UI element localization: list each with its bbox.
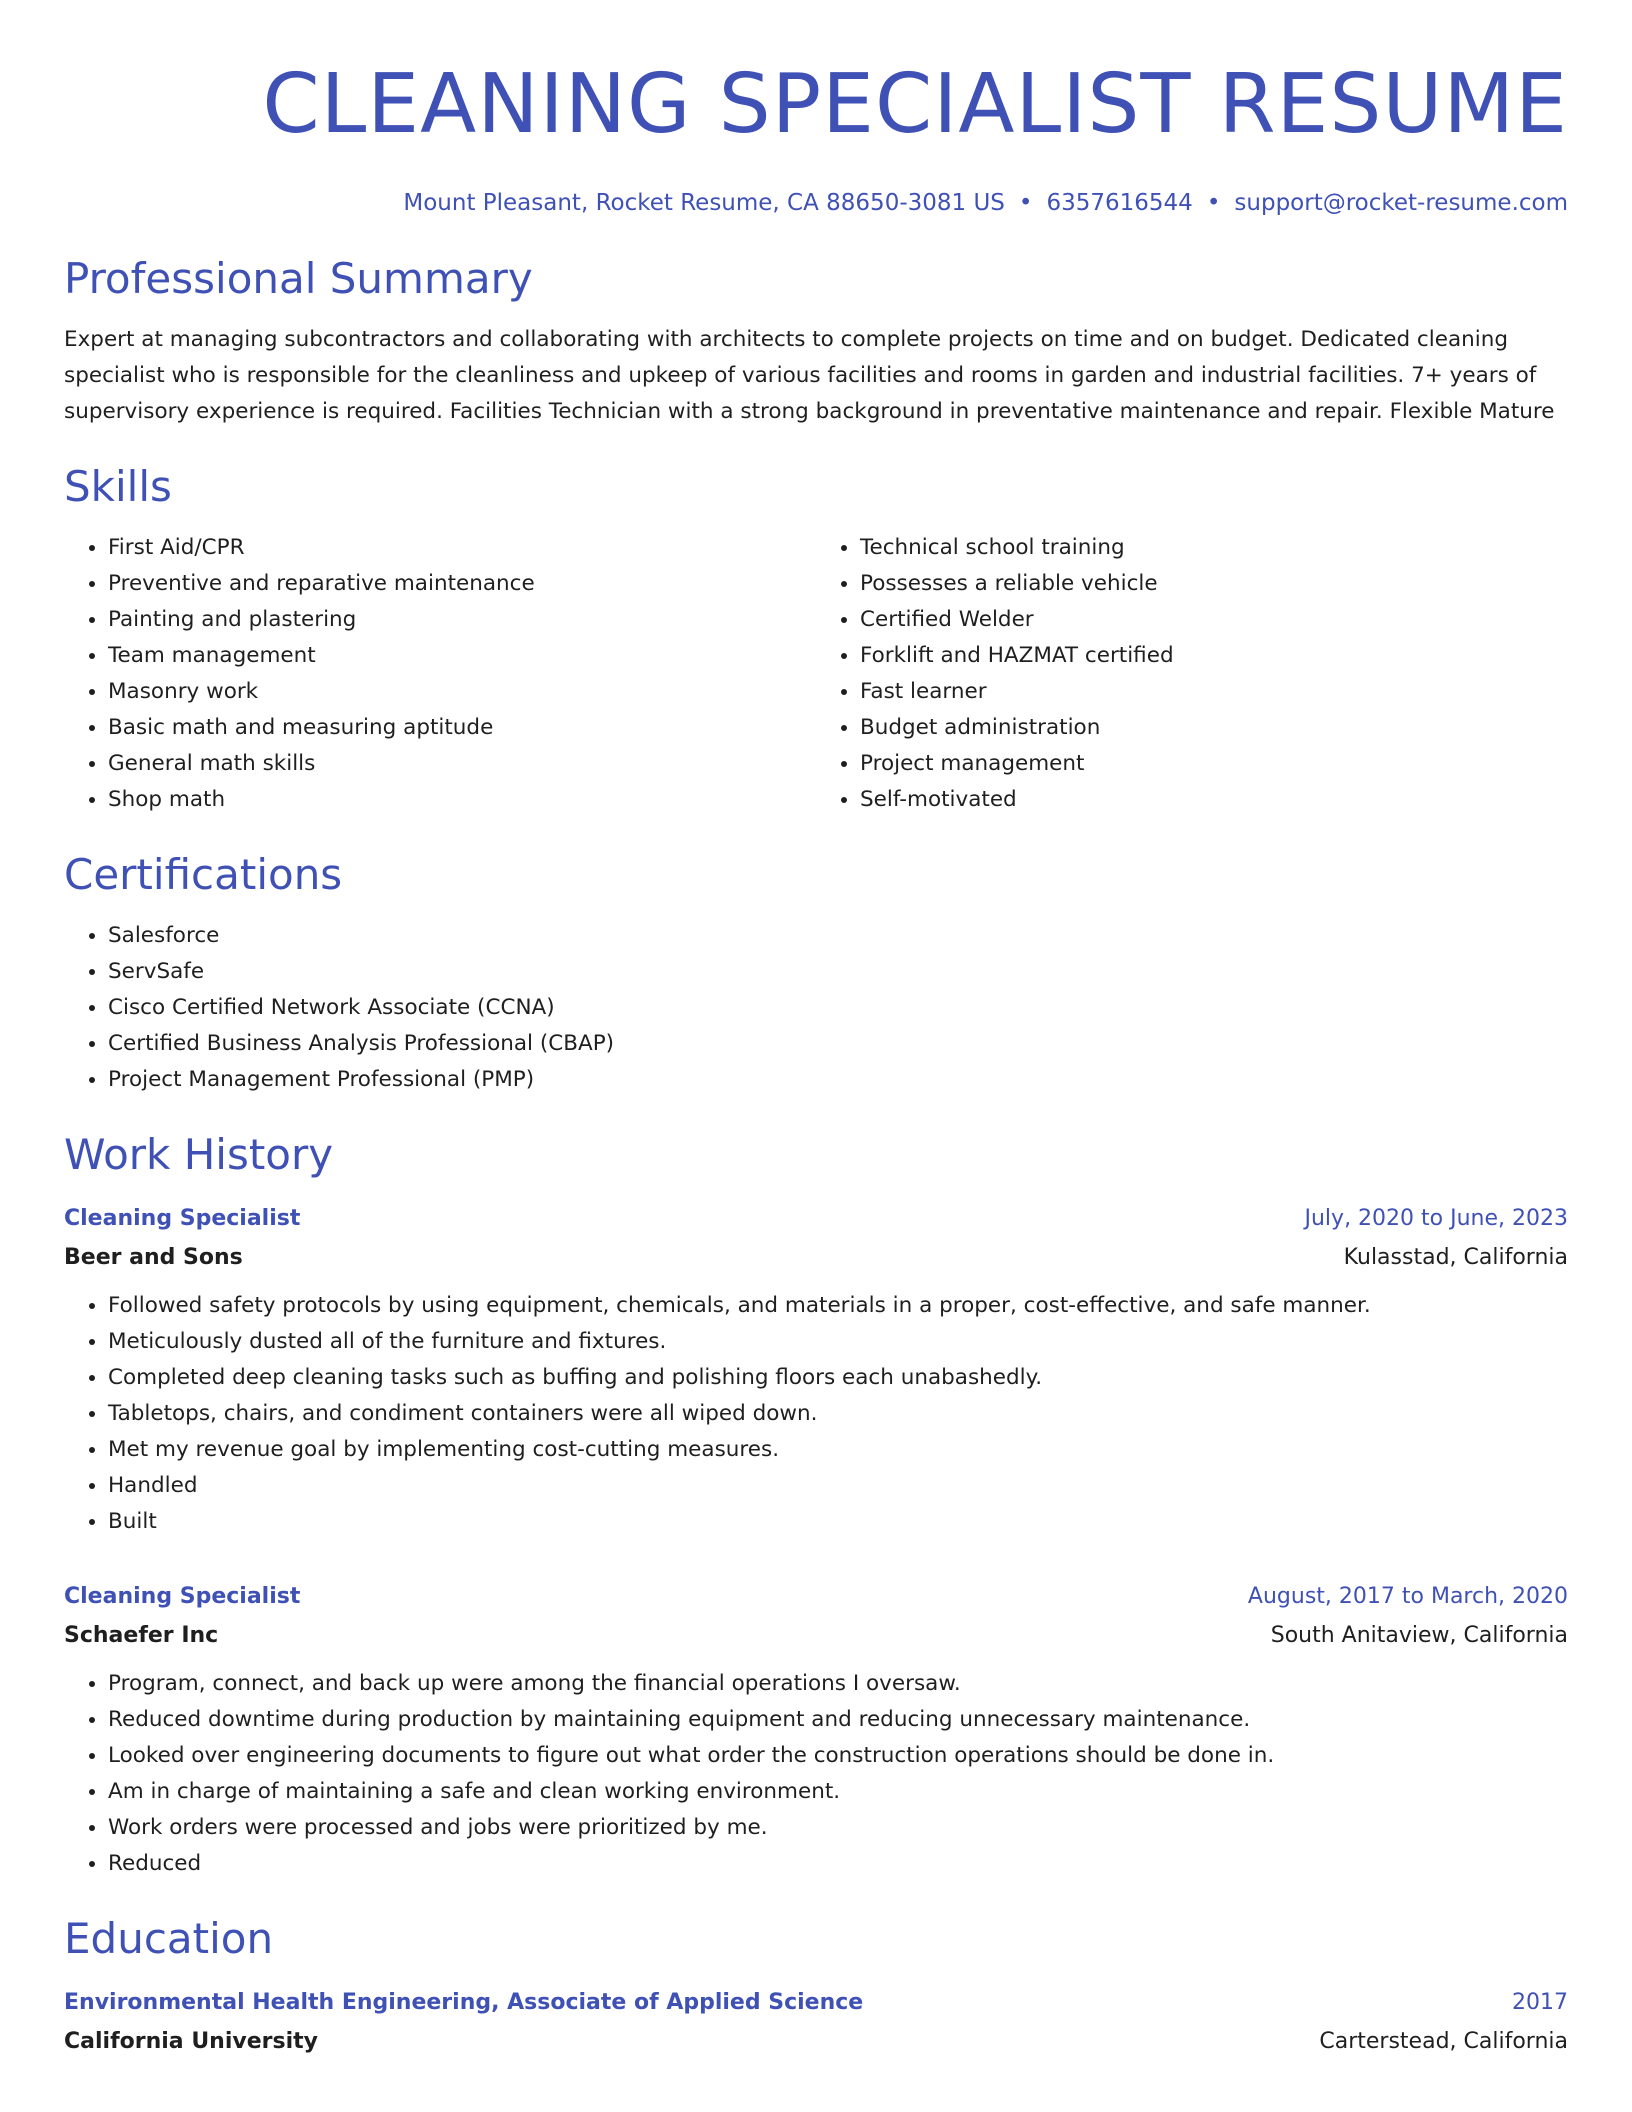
job-duty: • Am in charge of maintaining a safe and clean working environment. (108, 1774, 1568, 1810)
skill-item: • Possesses a reliable vehicle (860, 566, 1568, 602)
job-title: Cleaning Specialist (64, 1206, 301, 1231)
certifications-heading: Certifications (64, 850, 343, 899)
work-history-heading: Work History (64, 1130, 334, 1179)
education-school-row (64, 2022, 1568, 2062)
job-duty: • Reduced downtime during production by maintaining equipment and reducing unnecessary maintenance. (108, 1702, 1568, 1738)
job-duty: • Completed deep cleaning tasks such as buffing and polishing floors each unabashedly. (108, 1360, 1568, 1396)
job-company: Schaefer Inc (64, 1623, 219, 1648)
job-dates: August, 2017 to March, 2020 (1247, 1584, 1568, 1609)
skill-item: • Preventive and reparative maintenance (108, 566, 816, 602)
job-duty: • Handled (108, 1468, 1568, 1504)
skills-list-left (64, 530, 816, 818)
skill-item: • Fast learner (860, 674, 1568, 710)
job-title: Cleaning Specialist (64, 1584, 301, 1609)
skill-item: • General math skills (108, 746, 816, 782)
skill-item: • Technical school training (860, 530, 1568, 566)
contact-address: Mount Pleasant, Rocket Resume, CA 88650-3081 US (403, 190, 1005, 216)
education-school: California University (64, 2029, 318, 2054)
job-duty: • Looked over engineering documents to figure out what order the construction operations should be done in. (108, 1738, 1568, 1774)
job-duty: • Work orders were processed and jobs were prioritized by me. (108, 1810, 1568, 1846)
job-duty: • Built (108, 1504, 1568, 1540)
skills-section (64, 460, 1568, 818)
certifications-list (64, 918, 1568, 1098)
job-duty: • Followed safety protocols by using equipment, chemicals, and materials in a proper, cost-effective, and safe manner. (108, 1288, 1568, 1324)
job-title-row (64, 1200, 1568, 1238)
skills-column-right (816, 530, 1568, 818)
certification-item: • Salesforce (108, 918, 1568, 954)
job-location: Kulasstad, California (1343, 1245, 1568, 1270)
skill-item: • Budget administration (860, 710, 1568, 746)
summary-heading: Professional Summary (64, 254, 533, 303)
job-entry (64, 1200, 1568, 1540)
skill-item: • Basic math and measuring aptitude (108, 710, 816, 746)
contact-separator: • (1206, 190, 1221, 216)
skills-heading: Skills (64, 462, 172, 511)
job-company: Beer and Sons (64, 1245, 243, 1270)
job-duties-list (64, 1288, 1568, 1540)
certification-item: • Certified Business Analysis Professional (CBAP) (108, 1026, 1568, 1062)
job-duty: • Reduced (108, 1846, 1568, 1882)
job-duties-list (64, 1666, 1568, 1882)
job-company-row (64, 1616, 1568, 1656)
skills-columns (64, 530, 1568, 818)
work-history-section (64, 1128, 1568, 1882)
job-location: South Anitaview, California (1270, 1623, 1568, 1648)
education-section (64, 1912, 1568, 2062)
education-degree: Environmental Health Engineering, Associate of Applied Science (64, 1990, 864, 2015)
job-duty: • Meticulously dusted all of the furniture and fixtures. (108, 1324, 1568, 1360)
contact-line (64, 188, 1568, 218)
resume-title: CLEANING SPECIALIST RESUME (262, 57, 1568, 152)
contact-phone: 6357616544 (1046, 190, 1193, 216)
contact-separator: • (1018, 190, 1033, 216)
job-duty: • Program, connect, and back up were among the financial operations I oversaw. (108, 1666, 1568, 1702)
skill-item: • Self-motivated (860, 782, 1568, 818)
skills-list-right (816, 530, 1568, 818)
job-duty: • Met my revenue goal by implementing cost-cutting measures. (108, 1432, 1568, 1468)
skill-item: • Project management (860, 746, 1568, 782)
job-title-row (64, 1578, 1568, 1616)
resume-header (64, 50, 1568, 218)
skill-item: • Forklift and HAZMAT certified (860, 638, 1568, 674)
job-entry (64, 1578, 1568, 1882)
skills-column-left (64, 530, 816, 818)
certifications-section (64, 848, 1568, 1098)
skill-item: • Certified Welder (860, 602, 1568, 638)
certification-item: • ServSafe (108, 954, 1568, 990)
job-duty: • Tabletops, chairs, and condiment containers were all wiped down. (108, 1396, 1568, 1432)
job-dates: July, 2020 to June, 2023 (1304, 1206, 1568, 1231)
skill-item: • First Aid/CPR (108, 530, 816, 566)
skill-item: • Painting and plastering (108, 602, 816, 638)
certification-item: • Project Management Professional (PMP) (108, 1062, 1568, 1098)
certification-item: • Cisco Certified Network Associate (CCNA) (108, 990, 1568, 1026)
summary-text: Expert at managing subcontractors and collaborating with architects to complete projects on time and on budget. Dedicated cleaning specialist who is responsible for the cleanliness and upkeep of various facilities and rooms in garden and industrial facilities. 7+ years of supervisory experience is required. Facilities Technician with a strong background in preventative maintenance and repair. Flexible Mature (64, 327, 1555, 424)
skill-item: • Shop math (108, 782, 816, 818)
skill-item: • Team management (108, 638, 816, 674)
contact-email: support@rocket-resume.com (1234, 190, 1568, 216)
education-heading: Education (64, 1914, 274, 1963)
skill-item: • Masonry work (108, 674, 816, 710)
job-company-row (64, 1238, 1568, 1278)
education-entry (64, 1984, 1568, 2062)
education-location: Carterstead, California (1319, 2029, 1568, 2054)
education-degree-row (64, 1984, 1568, 2022)
summary-section (64, 252, 1568, 430)
education-year: 2017 (1512, 1990, 1568, 2015)
